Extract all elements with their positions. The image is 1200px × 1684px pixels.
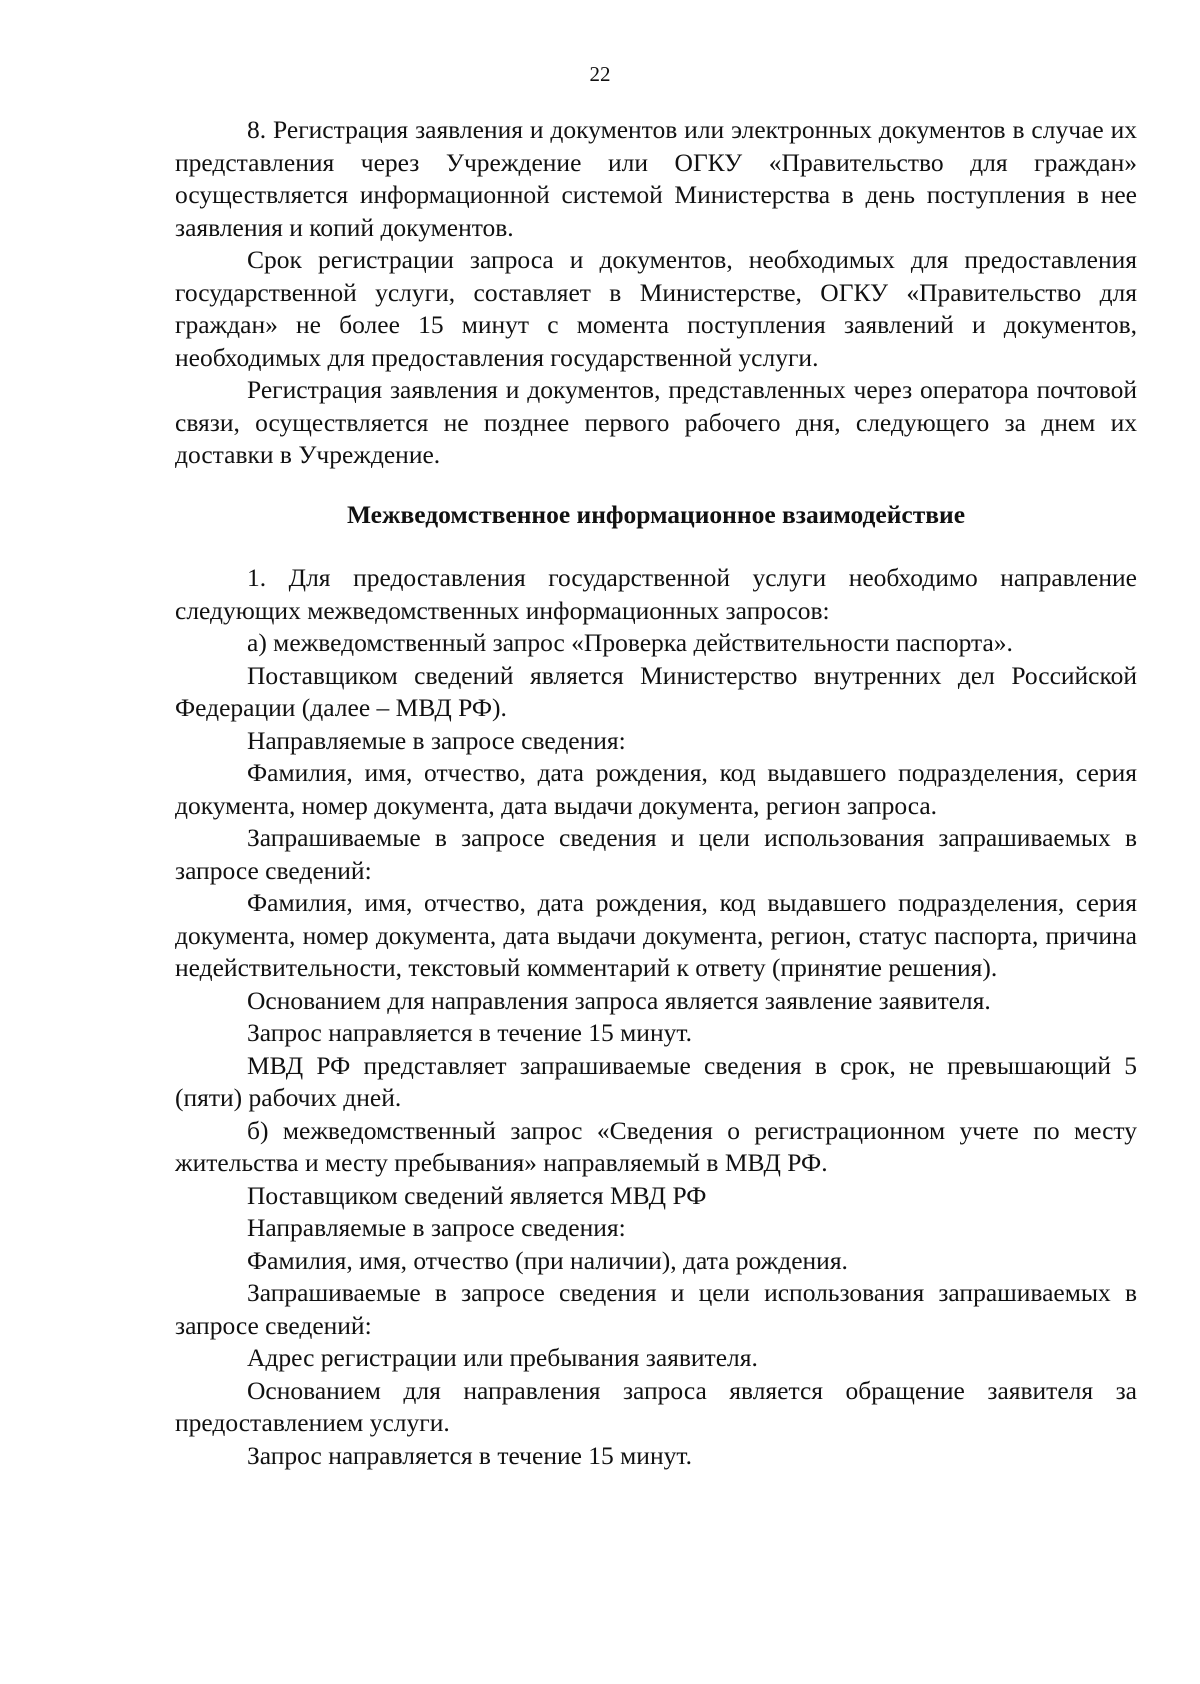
paragraph: б) межведомственный запрос «Сведения о регистрационном учете по месту жительства и месту пребывания» направляемый в МВД РФ. xyxy=(175,1115,1137,1177)
paragraph: Фамилия, имя, отчество (при наличии), дата рождения. xyxy=(247,1245,848,1275)
paragraph: Запрос направляется в течение 15 минут. xyxy=(247,1018,692,1047)
paragraph: Адрес регистрации или пребывания заявителя. xyxy=(247,1343,758,1372)
paragraph: Срок регистрации запроса и документов, необходимых для предоставления государственной услуги, составляет в Министерстве, ОГКУ «Правительство для граждан» не более 15 минут с момента поступления заявлений и документов, необходимых для предоставления государственной услуги. xyxy=(175,245,1137,372)
paragraph: Основанием для направления запроса является обращение заявителя за предоставлением услуги. xyxy=(175,1375,1137,1437)
paragraph: Направляемые в запросе сведения: xyxy=(247,725,626,755)
document-body xyxy=(175,114,1137,1472)
paragraph: Регистрация заявления и документов, представленных через оператора почтовой связи, осуществляется не позднее первого рабочего дня, следующего за днем их доставки в Учреждение. xyxy=(175,375,1137,469)
page-number: 22 xyxy=(589,62,611,86)
paragraph: Основанием для направления запроса является заявление заявителя. xyxy=(247,985,991,1015)
paragraph: Поставщиком сведений является МВД РФ xyxy=(247,1180,707,1210)
paragraph: Фамилия, имя, отчество, дата рождения, код выдавшего подразделения, серия документа, номер документа, дата выдачи документа, регион, статус паспорта, причина недействительности, текстовый комментарий к ответу (принятие решения). xyxy=(175,888,1137,982)
paragraph: Направляемые в запросе сведения: xyxy=(247,1213,626,1242)
paragraph: 1. Для предоставления государственной услуги необходимо направление следующих межведомственных информационных запросов: xyxy=(175,563,1137,625)
paragraph: 8. Регистрация заявления и документов или электронных документов в случае их представления через Учреждение или ОГКУ «Правительство для граждан» осуществляется информационной системой Министерства в день поступления в нее заявления и копий документов. xyxy=(175,115,1137,242)
paragraph: Фамилия, имя, отчество, дата рождения, код выдавшего подразделения, серия документа, номер документа, дата выдачи документа, регион запроса. xyxy=(175,758,1137,820)
paragraph: МВД РФ представляет запрашиваемые сведения в срок, не превышающий 5 (пяти) рабочих дней. xyxy=(175,1050,1137,1112)
section-title: Межведомственное информационное взаимодействие xyxy=(346,499,966,529)
paragraph: а) межведомственный запрос «Проверка действительности паспорта». xyxy=(247,628,1013,657)
paragraph: Запрос направляется в течение 15 минут. xyxy=(247,1440,692,1470)
paragraph: Запрашиваемые в запросе сведения и цели использования запрашиваемых в запросе сведений: xyxy=(175,1278,1137,1340)
paragraph: Поставщиком сведений является Министерство внутренних дел Российской Федерации (далее – МВД РФ). xyxy=(175,660,1137,722)
paragraph: Запрашиваемые в запросе сведения и цели использования запрашиваемых в запросе сведений: xyxy=(175,823,1137,885)
